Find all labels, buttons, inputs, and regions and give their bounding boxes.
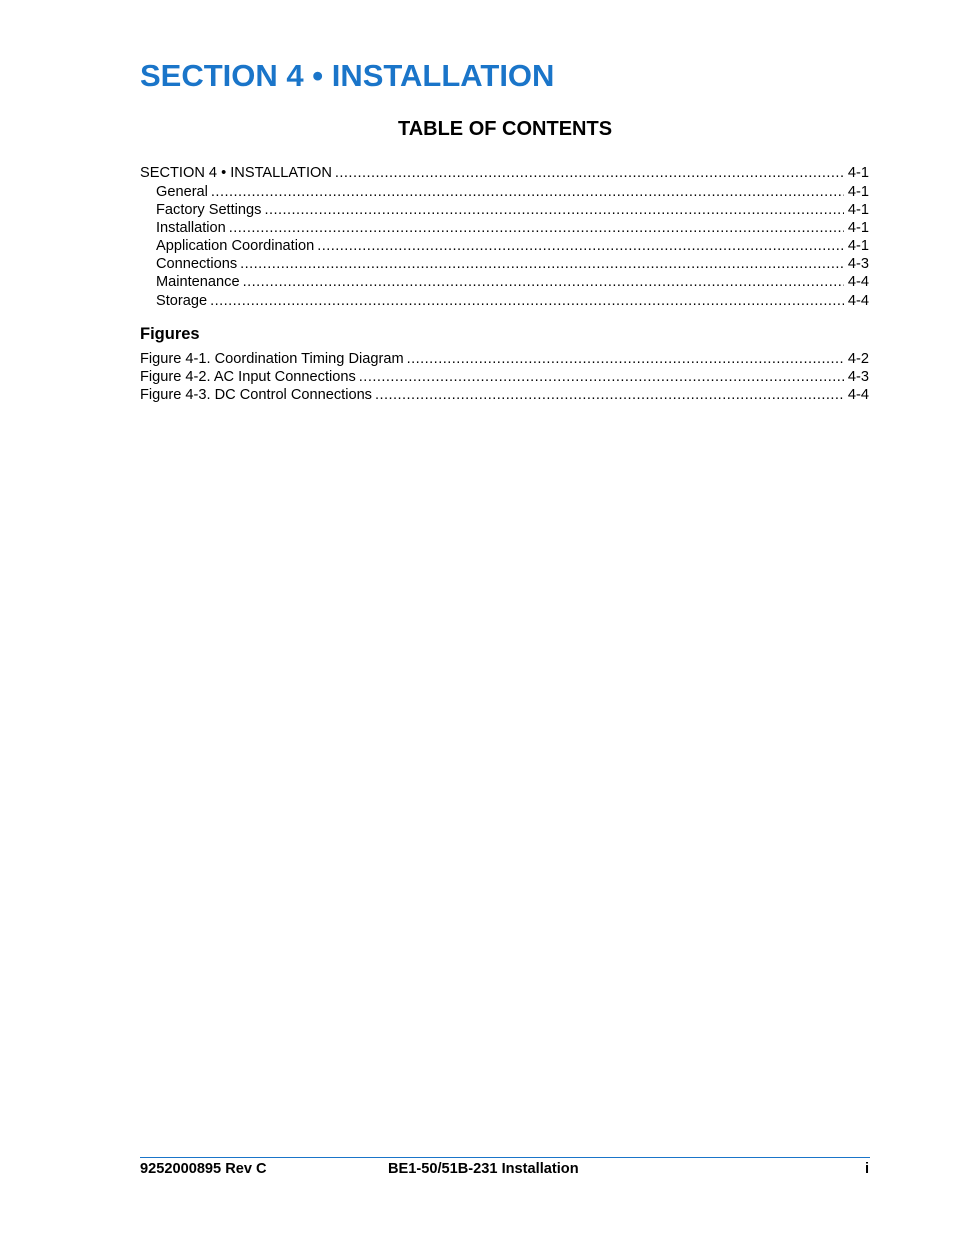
toc-entry-page: 4-4 bbox=[847, 293, 869, 309]
dot-leader bbox=[407, 350, 844, 368]
dot-leader bbox=[375, 386, 844, 404]
dot-leader bbox=[264, 201, 843, 219]
figures-heading: Figures bbox=[140, 325, 200, 343]
toc-entry-factory-settings[interactable] bbox=[140, 201, 869, 219]
footer-doc-title: BE1-50/51B-231 Installation bbox=[388, 1161, 579, 1177]
toc-entry-connections[interactable] bbox=[140, 255, 869, 273]
footer-doc-number: 9252000895 Rev C bbox=[140, 1161, 267, 1177]
toc-entry-page: 4-1 bbox=[847, 165, 869, 181]
dot-leader bbox=[359, 368, 844, 386]
toc-entry-application-coordination[interactable] bbox=[140, 237, 869, 255]
toc-entry-installation[interactable] bbox=[140, 219, 869, 237]
toc-entry-page: 4-1 bbox=[847, 220, 869, 236]
dot-leader bbox=[335, 164, 844, 182]
dot-leader bbox=[240, 255, 844, 273]
figure-entry-page: 4-2 bbox=[847, 351, 869, 367]
toc-entry-page: 4-1 bbox=[847, 202, 869, 218]
toc-entry-page: 4-4 bbox=[847, 274, 869, 290]
dot-leader bbox=[317, 237, 844, 255]
toc-entry-section-4[interactable] bbox=[140, 164, 869, 182]
section-title: SECTION 4 • INSTALLATION bbox=[140, 58, 555, 93]
toc-entry-storage[interactable] bbox=[140, 292, 869, 310]
dot-leader bbox=[243, 273, 844, 291]
figure-entry-4-2[interactable] bbox=[140, 368, 869, 386]
toc-entry-label: Storage bbox=[156, 293, 208, 309]
figure-entry-label: Figure 4-3. DC Control Connections bbox=[140, 387, 372, 403]
figure-entry-label: Figure 4-1. Coordination Timing Diagram bbox=[140, 351, 404, 367]
toc-entry-label: SECTION 4 • INSTALLATION bbox=[140, 165, 332, 181]
toc-entry-label: Application Coordination bbox=[156, 238, 315, 254]
figure-entry-label: Figure 4-2. AC Input Connections bbox=[140, 369, 356, 385]
footer-page-number: i bbox=[864, 1161, 869, 1177]
figure-entry-page: 4-4 bbox=[847, 387, 869, 403]
toc-entry-label: General bbox=[156, 184, 208, 200]
figure-entry-4-1[interactable] bbox=[140, 350, 869, 368]
toc-heading: TABLE OF CONTENTS bbox=[397, 118, 613, 140]
footer-rule bbox=[140, 1157, 870, 1158]
toc-entry-label: Connections bbox=[156, 256, 238, 272]
toc-entry-page: 4-1 bbox=[847, 184, 869, 200]
figure-entry-page: 4-3 bbox=[847, 369, 869, 385]
toc-entry-page: 4-3 bbox=[847, 256, 869, 272]
figure-entry-4-3[interactable] bbox=[140, 386, 869, 404]
dot-leader bbox=[211, 183, 844, 201]
dot-leader bbox=[210, 292, 844, 310]
toc-entry-label: Factory Settings bbox=[156, 202, 262, 218]
toc-entry-label: Maintenance bbox=[156, 274, 240, 290]
toc-entry-page: 4-1 bbox=[847, 238, 869, 254]
toc-entry-general[interactable] bbox=[140, 183, 869, 201]
toc-entry-maintenance[interactable] bbox=[140, 273, 869, 291]
toc-entry-label: Installation bbox=[156, 220, 226, 236]
dot-leader bbox=[229, 219, 844, 237]
